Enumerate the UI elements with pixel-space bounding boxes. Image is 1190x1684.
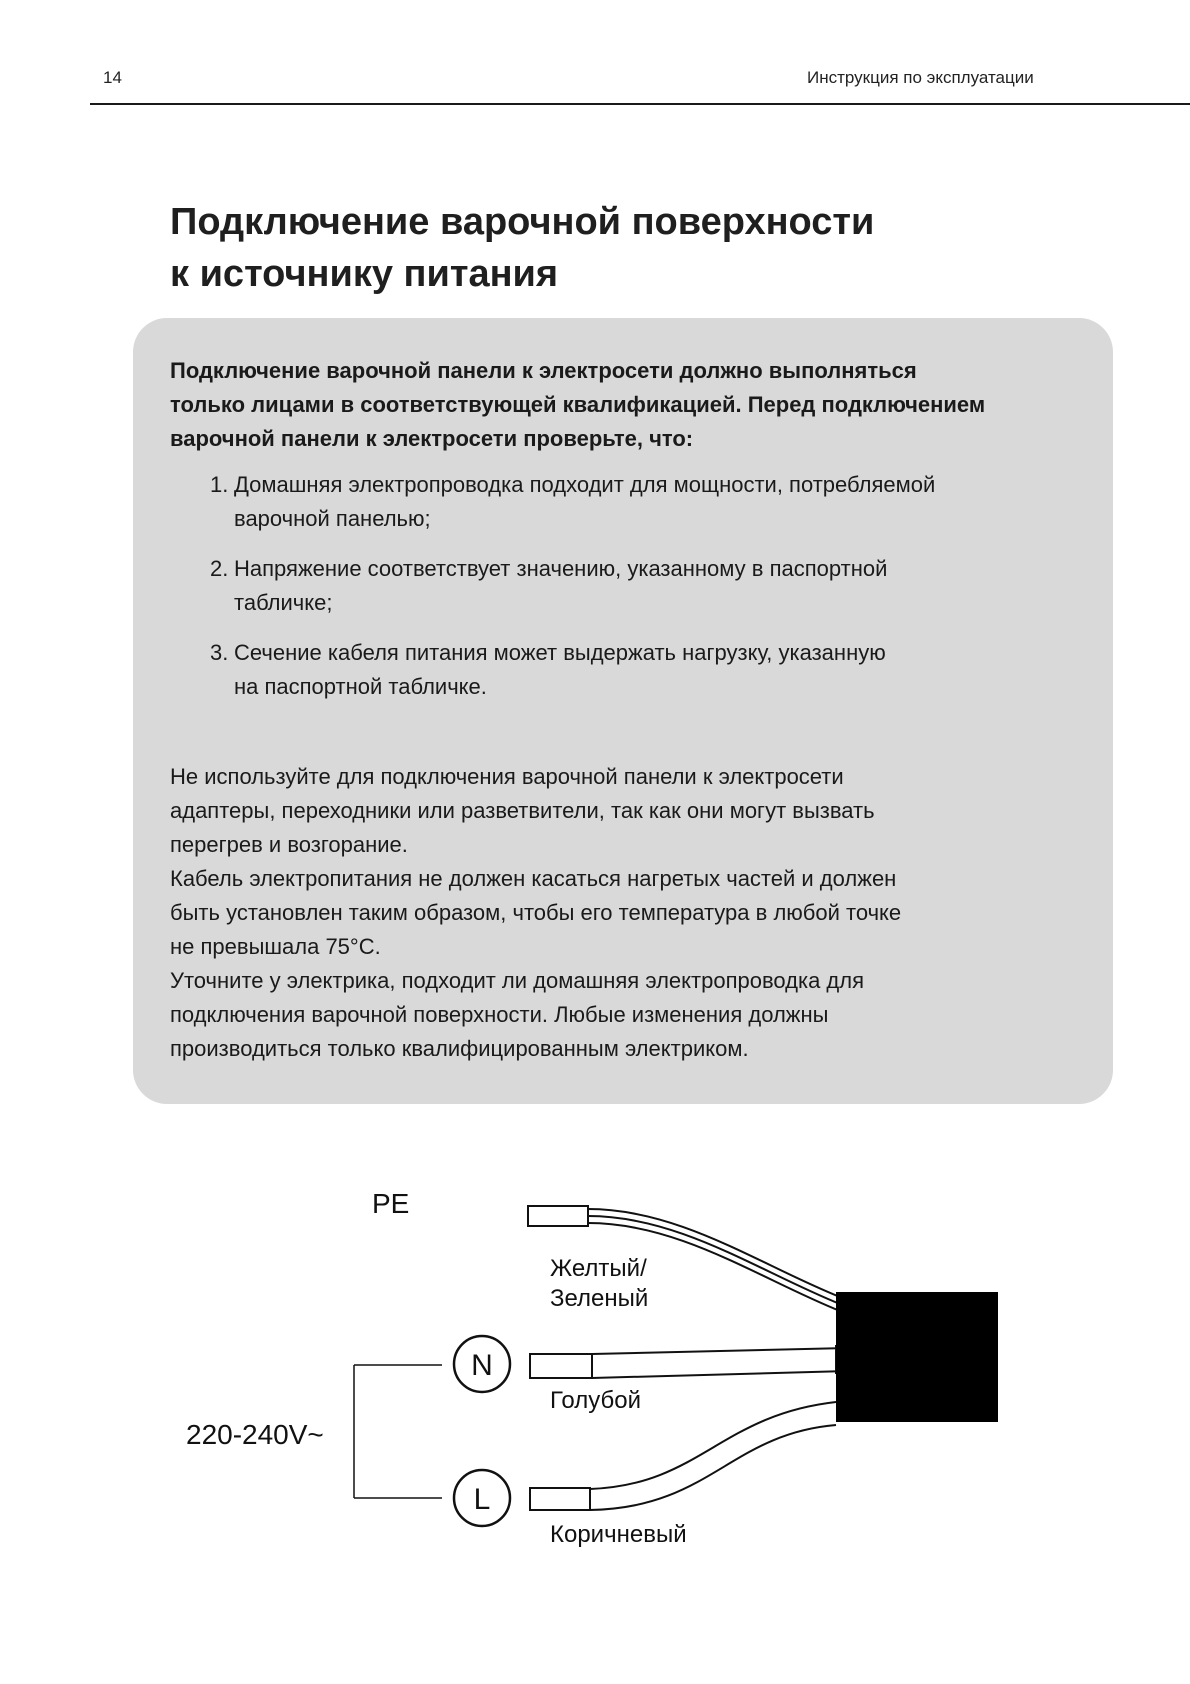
- page-title-line-2: к источнику питания: [170, 253, 559, 295]
- checklist-text: [234, 636, 1090, 704]
- header-divider: [90, 103, 1190, 105]
- neutral-symbol: N: [471, 1349, 493, 1382]
- neutral-wire: [530, 1346, 848, 1378]
- checklist: [170, 468, 1090, 704]
- pe-label: PE: [372, 1188, 410, 1219]
- warning-line: быть установлен таким образом, чтобы его температура в любой точке: [170, 900, 902, 925]
- checklist-line: табличке;: [234, 590, 333, 615]
- notice-intro: [170, 354, 1090, 456]
- checklist-line: Сечение кабеля питания может выдержать нагрузку, указанную: [234, 640, 886, 665]
- checklist-item: [210, 468, 1090, 536]
- warning-line: подключения варочной поверхности. Любые изменения должны: [170, 1002, 829, 1027]
- checklist-number: 2.: [210, 556, 229, 581]
- voltage-label: 220-240V~: [186, 1419, 324, 1450]
- checklist-number: 3.: [210, 640, 229, 665]
- checklist-item: [210, 636, 1090, 704]
- safety-notice-box: [133, 318, 1113, 1104]
- page-number: 14: [103, 68, 122, 87]
- wire-label-yellow-green: Желтый/: [550, 1255, 647, 1282]
- line-symbol: L: [473, 1483, 491, 1516]
- warning-line: Кабель электропитания не должен касаться нагретых частей и должен: [170, 866, 897, 891]
- document-title: Инструкция по эксплуатации: [807, 68, 1034, 87]
- checklist-line: варочной панелью;: [234, 506, 431, 531]
- wire-label-blue: Голубой: [550, 1387, 641, 1414]
- checklist-item: [210, 552, 1090, 620]
- warning-text: [170, 760, 1090, 1066]
- checklist-line: Напряжение соответствует значению, указанному в паспортной: [234, 556, 888, 581]
- wire-label-brown: Коричневый: [550, 1521, 687, 1548]
- page-title-line-1: Подключение варочной поверхности: [170, 201, 875, 243]
- warning-line: Не используйте для подключения варочной панели к электросети: [170, 764, 844, 789]
- warning-line: Уточните у электрика, подходит ли домашняя электропроводка для: [170, 968, 865, 993]
- wiring-diagram: [0, 1140, 1190, 1560]
- warning-line: адаптеры, переходники или разветвители, так как они могут вызвать: [170, 798, 875, 823]
- line-wire: [530, 1402, 836, 1510]
- checklist-number: 1.: [210, 472, 229, 497]
- warning-line: перегрев и возгорание.: [170, 832, 408, 857]
- wire-label-yellow-green: Зеленый: [550, 1285, 649, 1312]
- notice-intro-line: Подключение варочной панели к электросети должно выполняться: [170, 358, 917, 383]
- checklist-text: [234, 552, 1090, 620]
- notice-intro-line: варочной панели к электросети проверьте, что:: [170, 426, 694, 451]
- checklist-line: на паспортной табличке.: [234, 674, 487, 699]
- notice-intro-line: только лицами в соответствующей квалификацией. Перед подключением: [170, 392, 986, 417]
- supply-bracket: [354, 1365, 442, 1498]
- warning-line: не превышала 75°С.: [170, 934, 381, 959]
- warning-line: производиться только квалифицированным электриком.: [170, 1036, 749, 1061]
- checklist-text: [234, 468, 1090, 536]
- terminal-block: [836, 1292, 998, 1422]
- page-title: [170, 196, 874, 300]
- checklist-line: Домашняя электропроводка подходит для мощности, потребляемой: [234, 472, 936, 497]
